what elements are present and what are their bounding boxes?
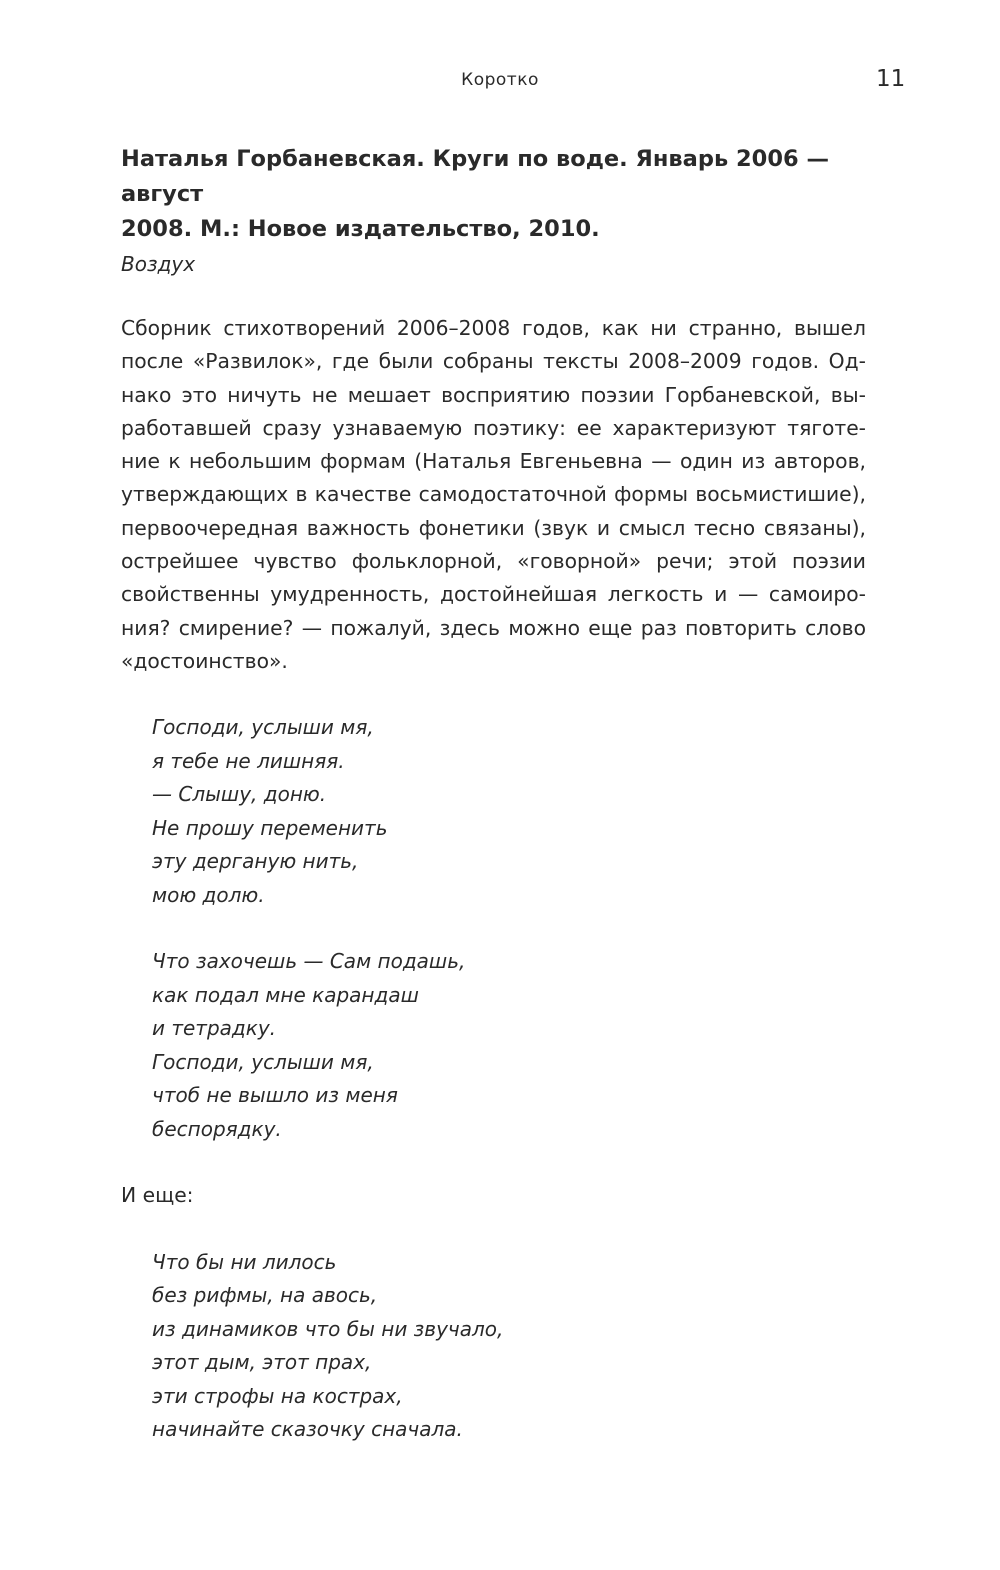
- article-heading-line: 2008. М.: Новое издательство, 2010.: [121, 216, 600, 242]
- body-line: утверждающих в качестве самодостаточной формы восьмистишие),: [121, 482, 866, 507]
- body-line: «достоинство».: [121, 648, 288, 673]
- poem-line: как подал мне карандаш: [152, 982, 419, 1007]
- article-heading-line: Наталья Горбаневская. Круги по воде. Январь 2006 — август: [121, 146, 829, 207]
- poem-2: [152, 1246, 866, 1447]
- source-publication: Воздух: [121, 252, 196, 276]
- poem-line: и тетрадку.: [152, 1016, 277, 1041]
- poem-line: эти строфы на кострах,: [152, 1383, 403, 1408]
- running-head: Коротко: [461, 70, 539, 90]
- review-text: [121, 312, 866, 678]
- body-line: острейшее чувство фольклорной, «говорной» речи; этой поэзии: [121, 549, 866, 574]
- article: [121, 142, 866, 1447]
- poem-line: — Слышу, доню.: [152, 782, 327, 807]
- poem-line: Что захочешь — Сам подашь,: [152, 949, 466, 974]
- poem-line: Господи, услыши мя,: [152, 1049, 374, 1074]
- poem-line: Господи, услыши мя,: [152, 715, 374, 740]
- body-line: ние к небольшим формам (Наталья Евгеньевна — один из авторов,: [121, 449, 866, 474]
- poem-1: [152, 711, 866, 1146]
- poem-line: начинайте сказочку сначала.: [152, 1417, 463, 1442]
- poem-line: чтоб не вышло из меня: [152, 1083, 398, 1108]
- body-line: работавшей сразу узнаваемую поэтику: ее характеризуют тяготе-: [121, 415, 866, 440]
- poem-line: беспорядку.: [152, 1116, 282, 1141]
- poem-line: этот дым, этот прах,: [152, 1350, 372, 1375]
- body-line: свойственны умудренность, достойнейшая легкость и — самоиро-: [121, 582, 866, 607]
- poem-line: Что бы ни лилось: [152, 1249, 337, 1274]
- poem-line: эту дерганую нить,: [152, 849, 359, 874]
- body-line: первоочередная важность фонетики (звук и смысл тесно связаны),: [121, 515, 866, 540]
- connector-text: И еще:: [121, 1183, 194, 1208]
- poem-line: Не прошу переменить: [152, 815, 388, 840]
- poem-line: из динамиков что бы ни звучало,: [152, 1316, 504, 1341]
- body-line: после «Развилок», где были собраны тексты 2008–2009 годов. Од-: [121, 349, 866, 374]
- body-line: ния? смирение? — пожалуй, здесь можно еще раз повторить слово: [121, 615, 866, 640]
- poem-stanza: [152, 945, 866, 1146]
- poem-line: без рифмы, на авось,: [152, 1283, 378, 1308]
- poem-line: мою долю.: [152, 882, 265, 907]
- body-line: нако это ничуть не мешает восприятию поэзии Горбаневской, вы-: [121, 382, 866, 407]
- body-line: Сборник стихотворений 2006–2008 годов, как ни странно, вышел: [121, 316, 866, 340]
- page-number: 11: [876, 66, 906, 92]
- poem-line: я тебе не лишняя.: [152, 748, 345, 773]
- poem-stanza: [152, 711, 866, 912]
